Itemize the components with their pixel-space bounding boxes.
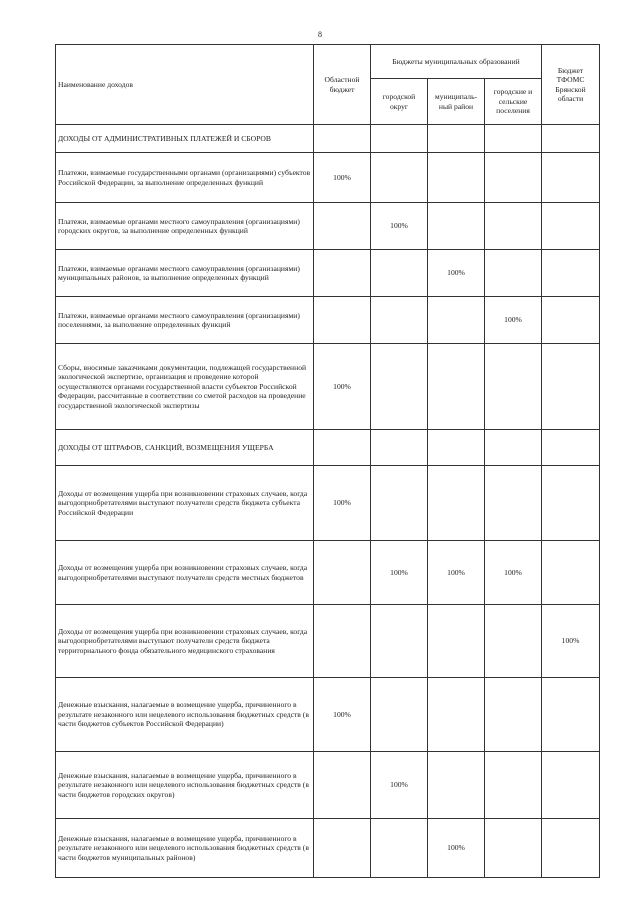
revenue-name: Денежные взыскания, налагаемые в возмещение ущерба, причиненного в результате незаконного или нецелевого использования бюджетных средств (в части бюджетов городских округов) [56,752,314,819]
section-row [56,430,600,466]
page-number: 8 [318,30,322,39]
share-cell [485,466,542,541]
share-cell [371,466,428,541]
share-cell [314,125,371,153]
share-cell: 100% [314,466,371,541]
header-revenue-name: Наименование доходов [56,45,314,125]
section-title: ДОХОДЫ ОТ ШТРАФОВ, САНКЦИЙ, ВОЗМЕЩЕНИЯ УЩЕРБА [56,430,314,466]
share-cell [542,344,600,430]
share-cell [428,153,485,203]
share-cell [485,605,542,678]
revenue-name: Доходы от возмещения ущерба при возникновении страховых случаев, когда выгодоприобретателями выступают получатели средств бюджета субъекта Российской Федерации [56,466,314,541]
share-cell [428,297,485,344]
share-cell [314,752,371,819]
table-body [56,125,600,878]
share-cell [371,344,428,430]
revenue-name: Платежи, взимаемые органами местного самоуправления (организациями) муниципальных районов, за выполнение определенных функций [56,250,314,297]
header-city-district: городской округ [371,79,428,125]
share-cell [485,250,542,297]
table-row [56,153,600,203]
share-cell [485,344,542,430]
share-cell: 100% [542,605,600,678]
share-cell [428,203,485,250]
share-cell [542,250,600,297]
table-row [56,678,600,752]
revenue-name: Сборы, вносимые заказчиками документации, подлежащей государственной экологической экспертизе, организация и проведение которой осуществляются органами государственной власти субъектов Российской Федерации, рассчитанные в соответствии со сметой расходов на проведение государственной экологической экспертизы [56,344,314,430]
share-cell [485,153,542,203]
share-cell [371,819,428,878]
share-cell [485,678,542,752]
share-cell: 100% [314,153,371,203]
share-cell [542,541,600,605]
table-row [56,203,600,250]
share-cell [371,250,428,297]
share-cell: 100% [485,297,542,344]
revenue-name: Платежи, взимаемые государственными органами (организациями) субъектов Российской Федерации, за выполнение определенных функций [56,153,314,203]
table-row [56,605,600,678]
table-row [56,752,600,819]
share-cell [428,125,485,153]
share-cell: 100% [371,203,428,250]
header-regional-budget: Областной бюджет [314,45,371,125]
share-cell [371,125,428,153]
share-cell [371,430,428,466]
revenue-distribution-table [55,44,600,878]
share-cell [371,153,428,203]
header-municipal-district: муниципаль-ный район [428,79,485,125]
revenue-name: Денежные взыскания, налагаемые в возмещение ущерба, причиненного в результате незаконного или нецелевого использования бюджетных средств (в части бюджетов субъектов Российской Федерации) [56,678,314,752]
header-municipal-budgets: Бюджеты муниципальных образований [371,45,542,79]
table-row [56,344,600,430]
share-cell [428,344,485,430]
share-cell [314,605,371,678]
table-row [56,250,600,297]
share-cell: 100% [371,752,428,819]
share-cell [485,203,542,250]
table-row [56,541,600,605]
share-cell: 100% [428,541,485,605]
share-cell [428,678,485,752]
share-cell [542,125,600,153]
share-cell [485,819,542,878]
table-row [56,819,600,878]
share-cell [542,752,600,819]
share-cell [314,819,371,878]
share-cell [542,430,600,466]
section-title: ДОХОДЫ ОТ АДМИНИСТРАТИВНЫХ ПЛАТЕЖЕЙ И СБОРОВ [56,125,314,153]
share-cell [542,819,600,878]
section-row [56,125,600,153]
share-cell [542,297,600,344]
share-cell [314,297,371,344]
header-tfoms-budget: Бюджет ТФОМС Брянской области [542,45,600,125]
share-cell [314,541,371,605]
share-cell [428,605,485,678]
share-cell [314,203,371,250]
share-cell [485,125,542,153]
share-cell [428,430,485,466]
share-cell [371,605,428,678]
table-row [56,466,600,541]
share-cell: 100% [314,678,371,752]
share-cell [542,466,600,541]
share-cell [485,430,542,466]
share-cell [428,752,485,819]
table-row [56,297,600,344]
share-cell [428,466,485,541]
share-cell [314,250,371,297]
revenue-name: Доходы от возмещения ущерба при возникновении страховых случаев, когда выгодоприобретателями выступают получатели средств местных бюджетов [56,541,314,605]
share-cell [314,430,371,466]
share-cell [542,153,600,203]
share-cell: 100% [371,541,428,605]
share-cell: 100% [314,344,371,430]
share-cell: 100% [428,250,485,297]
share-cell [485,752,542,819]
share-cell [542,203,600,250]
share-cell: 100% [428,819,485,878]
share-cell [542,678,600,752]
share-cell [371,678,428,752]
share-cell [371,297,428,344]
revenue-name: Платежи, взимаемые органами местного самоуправления (организациями) городских округов, за выполнение определенных функций [56,203,314,250]
revenue-name: Платежи, взимаемые органами местного самоуправления (организациями) поселениями, за выполнение определенных функций [56,297,314,344]
revenue-name: Доходы от возмещения ущерба при возникновении страховых случаев, когда выгодоприобретателями выступают получатели средств бюджета территориального фонда обязательного медицинского страхования [56,605,314,678]
share-cell: 100% [485,541,542,605]
revenue-name: Денежные взыскания, налагаемые в возмещение ущерба, причиненного в результате незаконного или нецелевого использования бюджетных средств (в части бюджетов муниципальных районов) [56,819,314,878]
header-settlements: городские и сельские поселения [485,79,542,125]
